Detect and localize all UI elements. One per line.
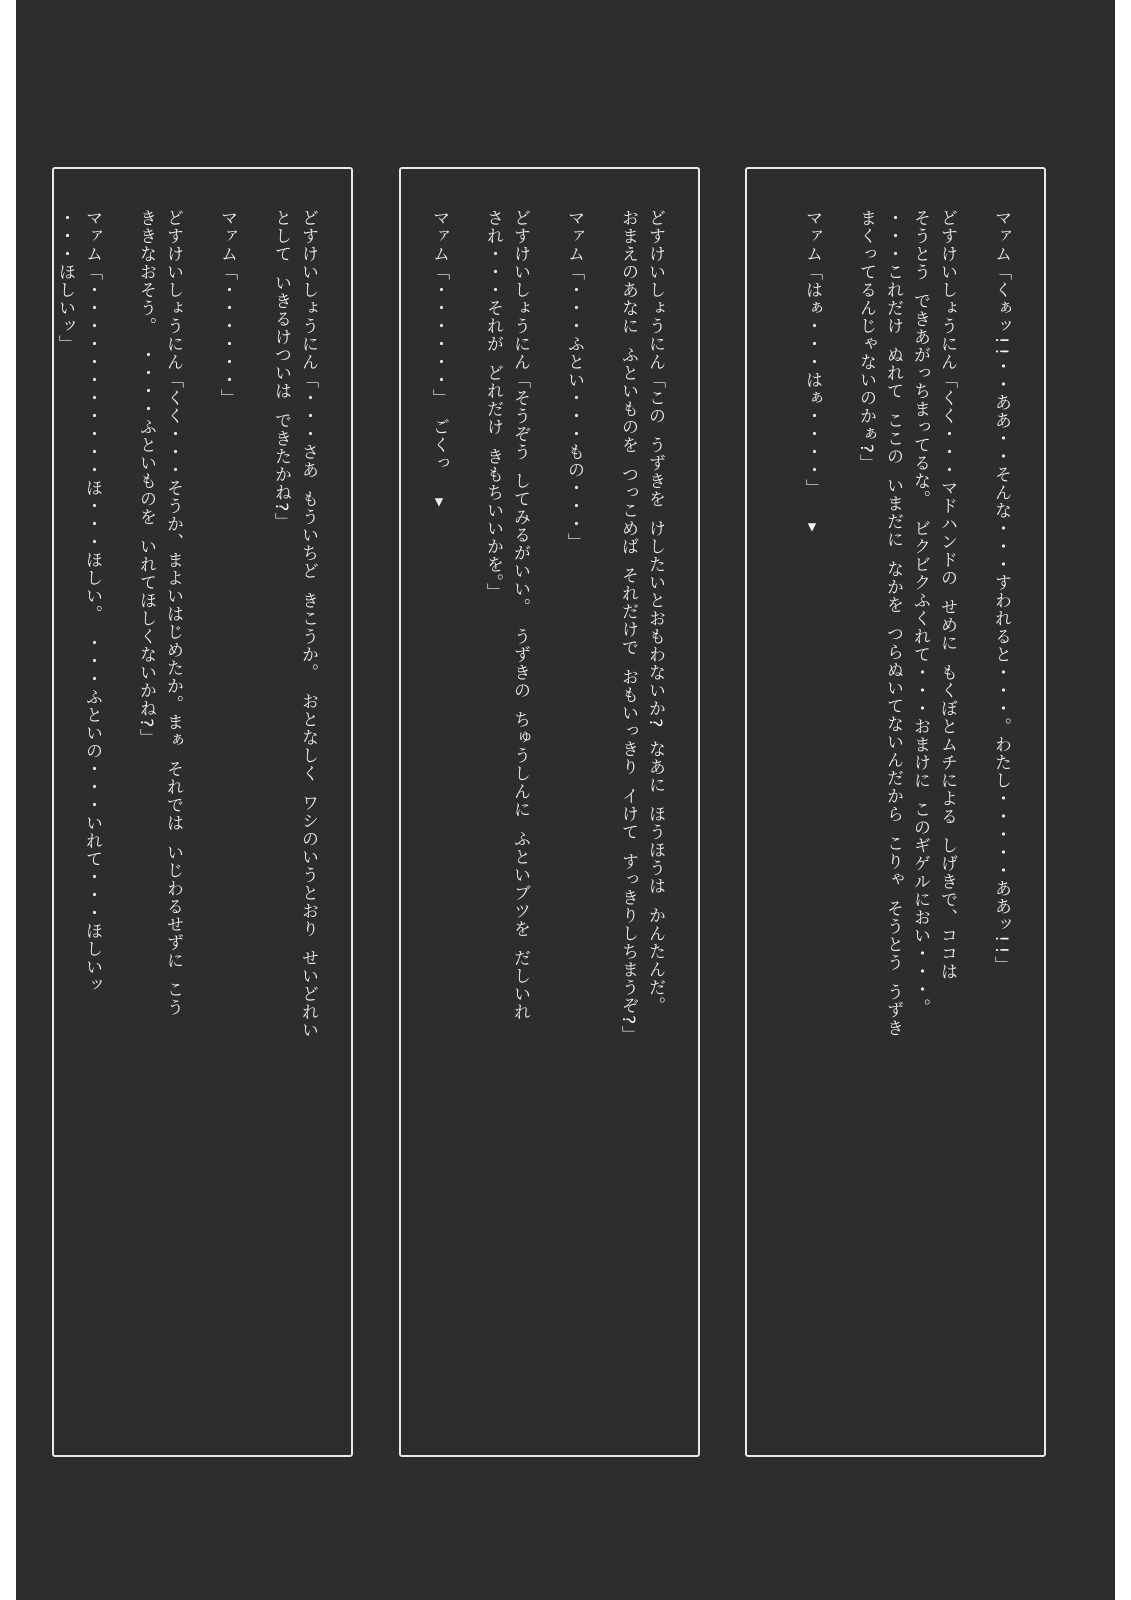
dialog-text-2 (425, 209, 668, 1429)
dialog-line: どすけいしょうにん「そうぞう してみるがいい。 うずきの ちゅうしんに ふといブツを だしいれ (510, 209, 530, 1022)
dialog-text-3 (52, 209, 321, 1429)
dialog-line: どすけいしょうにん「この うずきを けしたいとおもわないか? なあに ほうほうは かんたんだ。 (645, 209, 665, 1015)
dialog-line: され・・・それが どれだけ きもちいいかを。」 (483, 209, 503, 601)
dialog-line: マァム「はぁ・・・はぁ・・・・」▼ (798, 209, 825, 1429)
dialog-box-1 (745, 167, 1046, 1457)
dialog-line: マァム「くぁッ!!・・ああ・・そんな・・・すわれると・・・。わたし・・・・・ああッ!!」 (991, 209, 1011, 974)
dialog-box-3 (52, 167, 353, 1457)
dialog-line: として いきるけついは できたかね?」 (271, 209, 291, 531)
dialog-line: マァム「・・・・・・」 (217, 209, 237, 407)
dialog-line: ・・・これだけ ぬれて ここの いまだに なかを つらぬいてないんだから こりゃ そうとう うずき (883, 209, 903, 1037)
dialog-line: そうとう できあがっちまってるな。 ビクビクふくれて・・・おまけに このギゲルにおい・・・。 (910, 209, 930, 1017)
dialog-line: どすけいしょうにん「くく・・・そうか、まよいはじめたか。まぁ それでは いじわるせずに こう (163, 209, 183, 1017)
dialog-line: どすけいしょうにん「くく・・・マドハンドの せめに もくぼとムチによる しげきで、ココは (937, 209, 957, 981)
dialog-box-2 (399, 167, 700, 1457)
blank-line (240, 209, 267, 1429)
dialog-line: マァム「・・・ふとい・・・もの・・・」 (564, 209, 584, 551)
blank-line (186, 209, 213, 1429)
blank-line (587, 209, 614, 1429)
dialog-line: ・・・ほしいッ」 (55, 209, 75, 353)
blank-line (452, 209, 479, 1429)
dark-page (16, 0, 1115, 1600)
next-page-caret-icon: ▼ (431, 494, 447, 512)
dialog-line: どすけいしょうにん「・・・さあ もういちど きこうか。 おとなしく ワシのいうとおり せいどれい (298, 209, 318, 1040)
dialog-text-1 (798, 209, 1014, 1429)
next-page-caret-icon: ▼ (804, 519, 820, 536)
dialog-line: マァム「・・・・・・」 ごくっ▼ (425, 209, 452, 1429)
dialog-line: ききなおそう。 ・・・・ふといものを いれてほしくないかね?」 (136, 209, 156, 747)
dialog-line: おまえのあなに ふといものを つっこめば それだけで おもいっきり イけて すっきりしちまうぞ?」 (618, 209, 638, 1044)
dialog-line: マァム「・・・・・・・・・・・ほ・・・ほしい。 ・・・ふといの・・・いれて・・・ほしいッ (82, 209, 102, 995)
dialog-line: まくってるんじゃないのかぁ?」 (856, 209, 876, 473)
blank-line (533, 209, 560, 1429)
blank-line (960, 209, 987, 1429)
blank-line (105, 209, 132, 1429)
blank-line (825, 209, 852, 1429)
